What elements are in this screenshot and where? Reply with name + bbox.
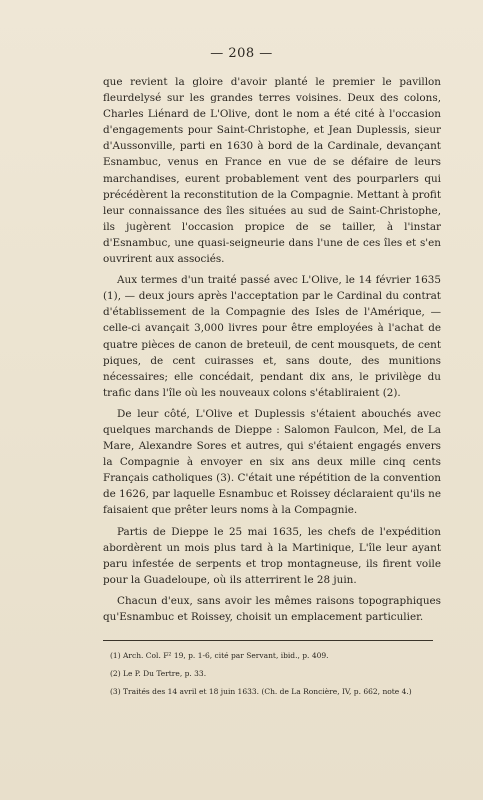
footnote: (1) Arch. Col. F² 19, p. 1-6, cité par Servant, ibid., p. 409.	[110, 651, 329, 660]
paragraph: Chacun d'eux, sans avoir les mêmes raisons topographiques qu'Esnambuc et Roissey, choisit un emplacement particulier.	[103, 594, 441, 623]
page-number: — 208 —	[210, 46, 273, 61]
footnotes	[110, 647, 440, 701]
paragraph: que revient la gloire d'avoir planté le premier le pavillon fleurdelysé sur les grandes terres voisines. Deux des colons, Charles Liénard de L'Olive, dont le nom a été cité à l'occasion d'engagements pour Saint-Christophe, et Jean Duplessis, sieur d'Aussonville, parti en 1630 à bord de la Cardinale, devançant Esnambuc, venus en France en vue de se défaire de leurs marchandises, eurent probablement vent des pourparlers qui précédèrent la reconstitution de la Compagnie. Mettant à profit leur connaissance des îles situées au sud de Saint-Christophe, ils jugèrent l'occasion propice de se tailler, à l'instar d'Esnambuc, une quasi-seigneurie dans l'une de ces îles et s'en ouvrirent aux associés.	[103, 76, 441, 266]
paragraph: Aux termes d'un traité passé avec L'Olive, le 14 février 1635 (1), — deux jours après l'acceptation par le Cardinal du contrat d'établissement de la Compagnie des Isles de l'Amérique, — celle-ci avançait 3,000 livres pour être employées à l'achat de quatre pièces de canon de breteuil, de cent mousquets, de cent piques, de cent cuirasses et, sans doute, des munitions nécessaires; elle concédait, pendant dix ans, le privilège du trafic dans l'île où les nouveaux colons s'établiraient (2).	[103, 274, 441, 399]
paragraph: Partis de Dieppe le 25 mai 1635, les chefs de l'expédition abordèrent un mois plus tard à la Martinique, L'île leur ayant paru infestée de serpents et trop montagneuse, ils firent voile pour la Guadeloupe, où ils atterrirent le 28 juin.	[103, 525, 441, 586]
footnote: (3) Traités des 14 avril et 18 juin 1633. (Ch. de La Roncière, IV, p. 662, note 4.)	[110, 687, 412, 696]
paragraph: De leur côté, L'Olive et Duplessis s'étaient abouchés avec quelques marchands de Dieppe : Salomon Faulcon, Mel, de La Mare, Alexandre Sores et autres, qui s'étaient engagés envers la Compagnie à envoyer en six ans deux mille cinq cents Français catholiques (3). C'était une répétition de la convention de 1626, par laquelle Esnambuc et Roissey déclaraient qu'ils ne faisaient que prêter leurs noms à la Compagnie.	[103, 407, 441, 517]
main-text	[103, 74, 441, 630]
footnote: (2) Le P. Du Tertre, p. 33.	[110, 669, 207, 678]
footnote-divider	[103, 640, 433, 641]
